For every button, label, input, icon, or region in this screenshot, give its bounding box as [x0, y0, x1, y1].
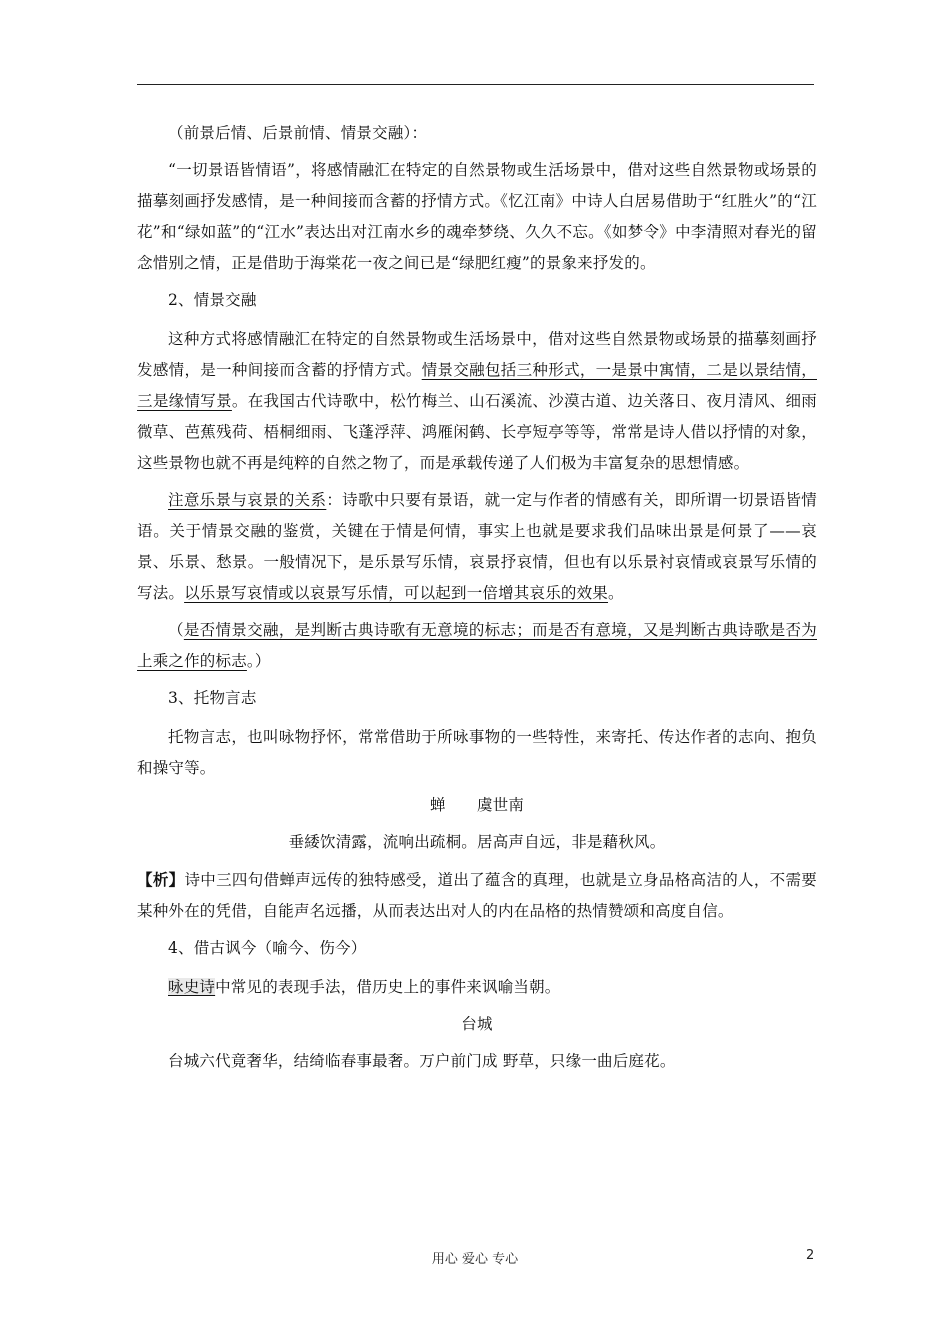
heading-satire: 4、借古讽今（喻今、伤今）: [168, 939, 367, 957]
intro-line: （前景后情、后景前情、情景交融）：: [168, 124, 428, 142]
analysis-paragraph: [137, 864, 817, 927]
page-number: 2: [806, 1248, 815, 1263]
paragraph-end: 。: [608, 584, 624, 602]
footer-motto: 用心 爱心 专心: [431, 1252, 519, 1267]
analysis-tag: 【析】: [137, 870, 185, 889]
heading-symbolism: 3、托物言志: [168, 689, 257, 707]
poem-cicada-text: 垂緌饮清露，流响出疏桐。居高声自远，非是藉秋风。: [288, 833, 666, 851]
paragraph-joy-sorrow-text: ：诗歌中只要有景语，就一定与作者的情感有关，即所谓一切景语皆情语。关于情景交融的鉴赏，关键在于情是何情，事实上也就是要求我们品味出景是何景了——哀景、乐景、愁景。一般情况下，是乐景写乐情，哀景抒哀情，但也有以乐景衬哀情或哀景写乐情的写法。: [137, 491, 817, 602]
analysis-text: 诗中三四句借蝉声远传的独特感受，道出了蕴含的真理，也就是立身品格高洁的人，不需要某种外在的凭借，自能声名远播，从而表达出对人的内在品格的热情赞颂和高度自信。: [137, 871, 817, 920]
paragraph-scene-emotion: “一切景语皆情语”，将感情融汇在特定的自然景物或生活场景中，借对这些自然景物或场景的描摹刻画抒发感情，是一种间接而含蓄的抒情方式。《忆江南》中诗人白居易借助于“红胜火”的“江花”和“绿如蓝”的“江水”表达出对江南水乡的魂牵梦绕、久久不忘。《如梦令》中李清照对春光的留念惜别之情，正是借助于海棠花一夜之间已是“绿肥红瘦”的景象来抒发的。: [137, 161, 817, 272]
underlined-effect: 以乐景写哀情或以哀景写乐情，可以起到一倍增其哀乐的效果: [184, 584, 609, 602]
underlined-forms: 情景交融包括三种形式，一是景中寓情，二是以景结情，三是缘情写景: [137, 361, 817, 410]
paragraph-blend-text-2: 。在我国古代诗歌中，松竹梅兰、山石溪流、沙漠古道、边关落日、夜月清风、细雨微草、芭蕉残荷、梧桐细雨、飞蓬浮萍、鸿雁闲鹤、长亭短亭等等，常常是诗人借以抒情的对象，这些景物也就不再是纯粹的自然之物了，而是承载传递了人们极为丰富复杂的思想情感。: [137, 392, 818, 472]
underlined-note: 注意乐景与哀景的关系: [168, 491, 327, 509]
heading-blend: 2、情景交融: [168, 291, 257, 309]
paragraph-blend: [137, 324, 817, 479]
paragraph-satire: [137, 972, 817, 1003]
highlighted-term: 咏史诗: [168, 978, 216, 996]
paragraph-artistic-conception: [137, 615, 817, 677]
paragraph-joy-sorrow: [137, 485, 817, 609]
poem-cicada-title: 蝉 虞世南: [429, 796, 525, 814]
poem-taicheng-text: 台城六代竟奢华，结绮临春事最奢。万户前门成 野草，只缘一曲后庭花。: [168, 1052, 676, 1070]
paren-close: 。）: [246, 652, 271, 670]
underlined-conception: 是否情景交融，是判断古典诗歌有无意境的标志；而是否有意境，又是判断古典诗歌是否为上乘之作的标志: [137, 621, 817, 670]
page-content: [137, 118, 817, 1083]
paren-open: （: [168, 621, 184, 639]
paragraph-blend-text: 这种方式将感情融汇在特定的自然景物或生活场景中，借对这些自然景物或场景的描摹刻画抒发感情，是一种间接而含蓄的抒情方式。: [137, 330, 817, 379]
header-rule: [137, 84, 814, 85]
paragraph-satire-text: 中常见的表现手法，借历史上的事件来讽喻当朝。: [215, 978, 561, 996]
paragraph-symbolism: 托物言志，也叫咏物抒怀，常常借助于所咏事物的一些特性，来寄托、传达作者的志向、抱负和操守等。: [137, 728, 817, 777]
poem-taicheng-title: 台城: [461, 1015, 493, 1033]
